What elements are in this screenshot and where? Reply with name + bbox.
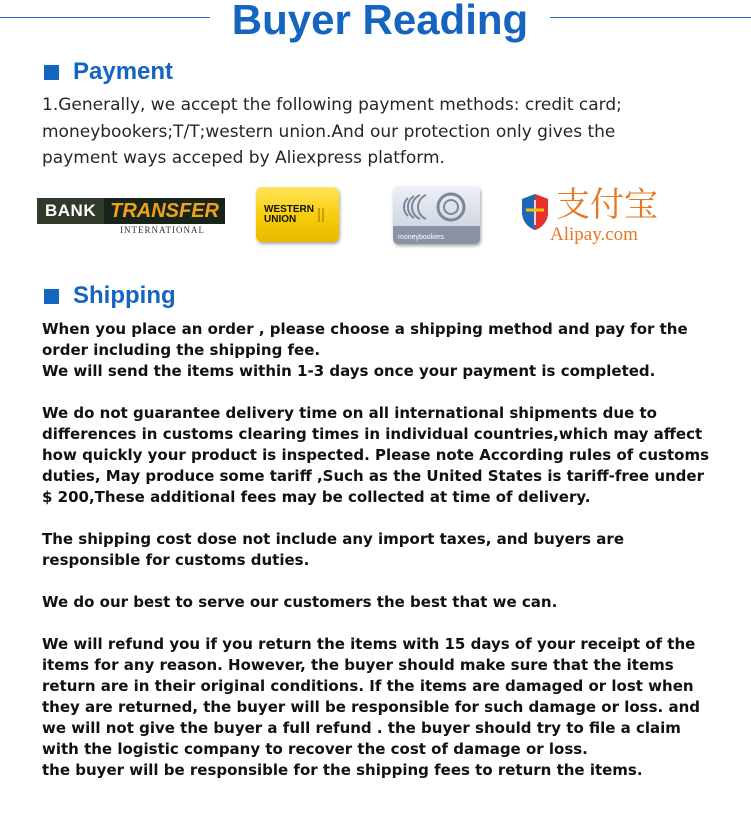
- payment-section-header: [44, 57, 173, 87]
- union-word: UNION: [264, 213, 297, 225]
- page-title: Buyer Reading: [231, 0, 529, 43]
- shipping-paragraph: [42, 529, 712, 571]
- shipping-line: the buyer will be responsible for the shipping fees to return the items.: [42, 761, 643, 779]
- wu-bar-icon: [322, 208, 324, 222]
- payment-heading: Payment: [73, 58, 174, 85]
- moneybookers-word: moneybookers: [398, 234, 444, 241]
- shipping-paragraph: [42, 403, 712, 508]
- bank-word: BANK: [37, 198, 104, 224]
- shipping-body: [42, 319, 712, 802]
- bank-transfer-logo: [37, 198, 219, 238]
- shipping-heading: Shipping: [73, 282, 176, 309]
- shipping-paragraph: [42, 634, 712, 781]
- square-bullet-icon: [44, 65, 59, 80]
- shipping-line: When you place an order , please choose a shipping method and pay for the order including the shipping fee.: [42, 320, 688, 359]
- title-divider-left: [0, 17, 210, 18]
- shipping-line: The shipping cost dose not include any import taxes, and buyers are responsible for customs duties.: [42, 530, 624, 569]
- moneybookers-logo: [393, 186, 480, 244]
- payment-description: 1.Generally, we accept the following payment methods: credit card; moneybookers;T/T;western union.And our protection only gives the payment ways acceped by Aliexpress platform.: [42, 95, 622, 168]
- alipay-english: Alipay.com: [550, 224, 638, 245]
- western-word: WESTERN: [264, 203, 314, 215]
- shipping-paragraph: [42, 319, 712, 382]
- western-union-logo: [256, 187, 339, 242]
- title-row: [0, 0, 751, 44]
- shipping-line: We do not guarantee delivery time on all international shipments due to differences in customs clearing times in individual countries,which may affect how quickly your product is inspected. Please note According rules of customs duties, May produce some tariff ,Such as the United States is tariff-free under $ 200,These additional fees may be collected at time of delivery.: [42, 404, 710, 506]
- shipping-section-header: [44, 281, 176, 311]
- shipping-line: We will send the items within 1-3 days once your payment is completed.: [42, 362, 656, 380]
- shield-icon: [520, 192, 550, 232]
- shipping-line: We will refund you if you return the items with 15 days of your receipt of the items for any reason. However, the buyer should make sure that the items return are in their original conditions. If the items are damaged or lost when they are returned, the buyer will be responsible for such damage or loss. and we will not give the buyer a full refund . the buyer should try to file a claim with the logistic company to recover the cost of damage or loss.: [42, 635, 700, 758]
- international-word: INTERNATIONAL: [120, 225, 205, 235]
- transfer-word: TRANSFER: [104, 198, 225, 224]
- wu-bar-icon: [318, 208, 320, 222]
- payment-logos: [0, 182, 751, 252]
- alipay-chinese: 支付宝: [556, 185, 658, 225]
- moneybookers-waves-icon: [393, 186, 480, 228]
- alipay-logo: [520, 185, 680, 252]
- shipping-paragraph: [42, 592, 712, 613]
- square-bullet-icon: [44, 289, 59, 304]
- shipping-line: We do our best to serve our customers the best that we can.: [42, 593, 558, 611]
- title-divider-right: [550, 17, 751, 18]
